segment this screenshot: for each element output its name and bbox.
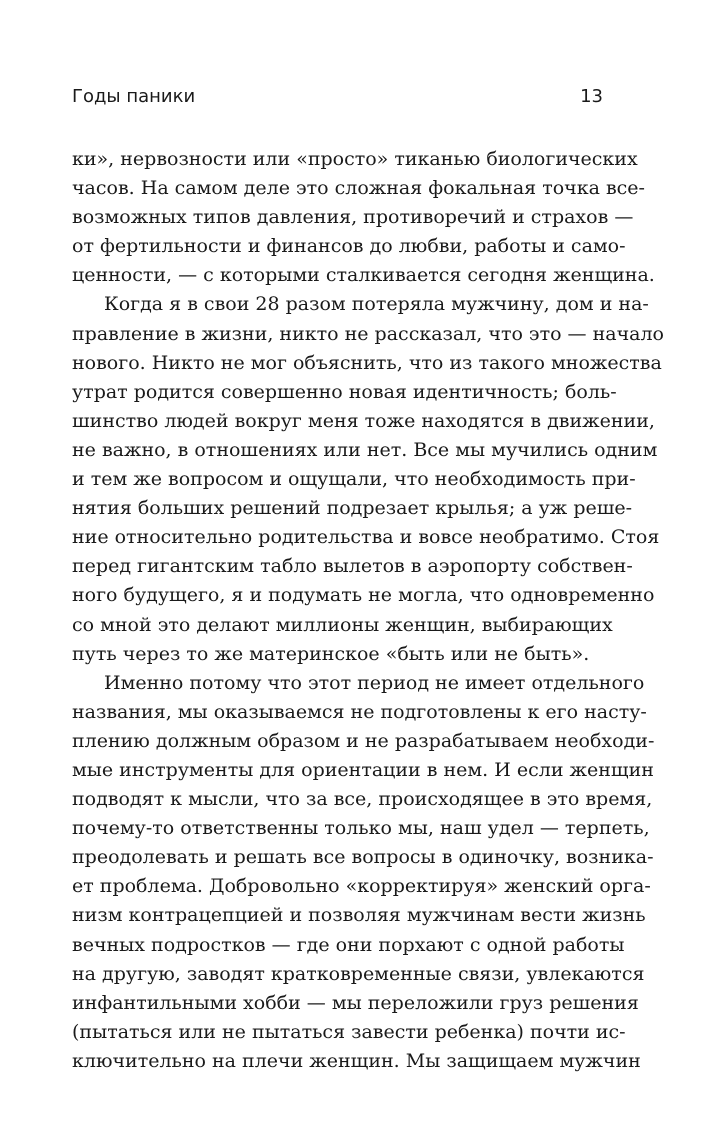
text-line: ет проблема. Добровольно «корректируя» женский орга- bbox=[72, 875, 651, 898]
text-line: названия, мы оказываемся не подготовлены к его насту- bbox=[72, 700, 647, 723]
text-line: плению должным образом и не разрабатываем необходи- bbox=[72, 729, 655, 752]
text-line: ного будущего, я и подумать не могла, что одновременно bbox=[72, 584, 655, 607]
text-line: нятия больших решений подрезает крылья; а уж реше- bbox=[72, 497, 633, 520]
text-line: возможных типов давления, противоречий и страхов — bbox=[72, 206, 634, 229]
text-line: со мной это делают миллионы женщин, выбирающих bbox=[72, 613, 613, 636]
text-line: вечных подростков — где они порхают с одной работы bbox=[72, 933, 625, 956]
chapter-title: Годы паники bbox=[72, 86, 196, 107]
text-line: Когда я в свои 28 разом потеряла мужчину, дом и на- bbox=[104, 293, 649, 316]
text-line: ключительно на плечи женщин. Мы защищаем мужчин bbox=[72, 1049, 641, 1072]
text-line: нового. Никто не мог объяснить, что из такого множества bbox=[72, 351, 662, 374]
text-line: шинство людей вокруг меня тоже находятся в движении, bbox=[72, 409, 655, 432]
text-line: ки», нервозности или «просто» тиканью биологических bbox=[72, 148, 638, 170]
text-line: ценности, — с которыми сталкивается сегодня женщина. bbox=[72, 264, 655, 287]
text-line: инфантильными хобби — мы переложили груз решения bbox=[72, 991, 639, 1014]
text-line: мые инструменты для ориентации в нем. И если женщин bbox=[72, 758, 654, 781]
text-line: преодолевать и решать все вопросы в одиночку, возника- bbox=[72, 846, 654, 869]
page-number: 13 bbox=[580, 86, 603, 107]
text-line: часов. На самом деле это сложная фокальная точка все- bbox=[72, 177, 645, 200]
text-line: перед гигантским табло вылетов в аэропорту собствен- bbox=[72, 555, 633, 578]
running-head bbox=[72, 84, 603, 110]
text-line: ние относительно родительства и вовсе необратимо. Стоя bbox=[72, 526, 660, 549]
text-line: подводят к мысли, что за все, происходящее в это время, bbox=[72, 788, 653, 811]
text-line: Именно потому что этот период не имеет отдельного bbox=[104, 671, 645, 694]
text-line: и тем же вопросом и ощущали, что необходимость при- bbox=[72, 468, 636, 491]
paragraph-3 bbox=[72, 669, 655, 1076]
text-line: (пытаться или не пытаться завести ребенка) почти ис- bbox=[72, 1020, 626, 1043]
paragraph-2 bbox=[72, 290, 664, 668]
text-line: почему-то ответственны только мы, наш удел — терпеть, bbox=[72, 817, 650, 840]
text-line: путь через то же материнское «быть или не быть». bbox=[72, 642, 590, 665]
text-line: на другую, заводят кратковременные связи, увлекаются bbox=[72, 962, 645, 985]
text-line: от фертильности и финансов до любви, работы и само- bbox=[72, 235, 626, 258]
text-line: утрат родится совершенно новая идентичность; боль- bbox=[72, 380, 617, 403]
body-text bbox=[72, 145, 664, 1076]
text-line: не важно, в отношениях или нет. Все мы мучились одним bbox=[72, 438, 658, 461]
paragraph-1 bbox=[72, 145, 655, 290]
text-line: правление в жизни, никто не рассказал, что это — начало bbox=[72, 322, 664, 345]
text-line: низм контрацепцией и позволяя мужчинам вести жизнь bbox=[72, 904, 646, 927]
